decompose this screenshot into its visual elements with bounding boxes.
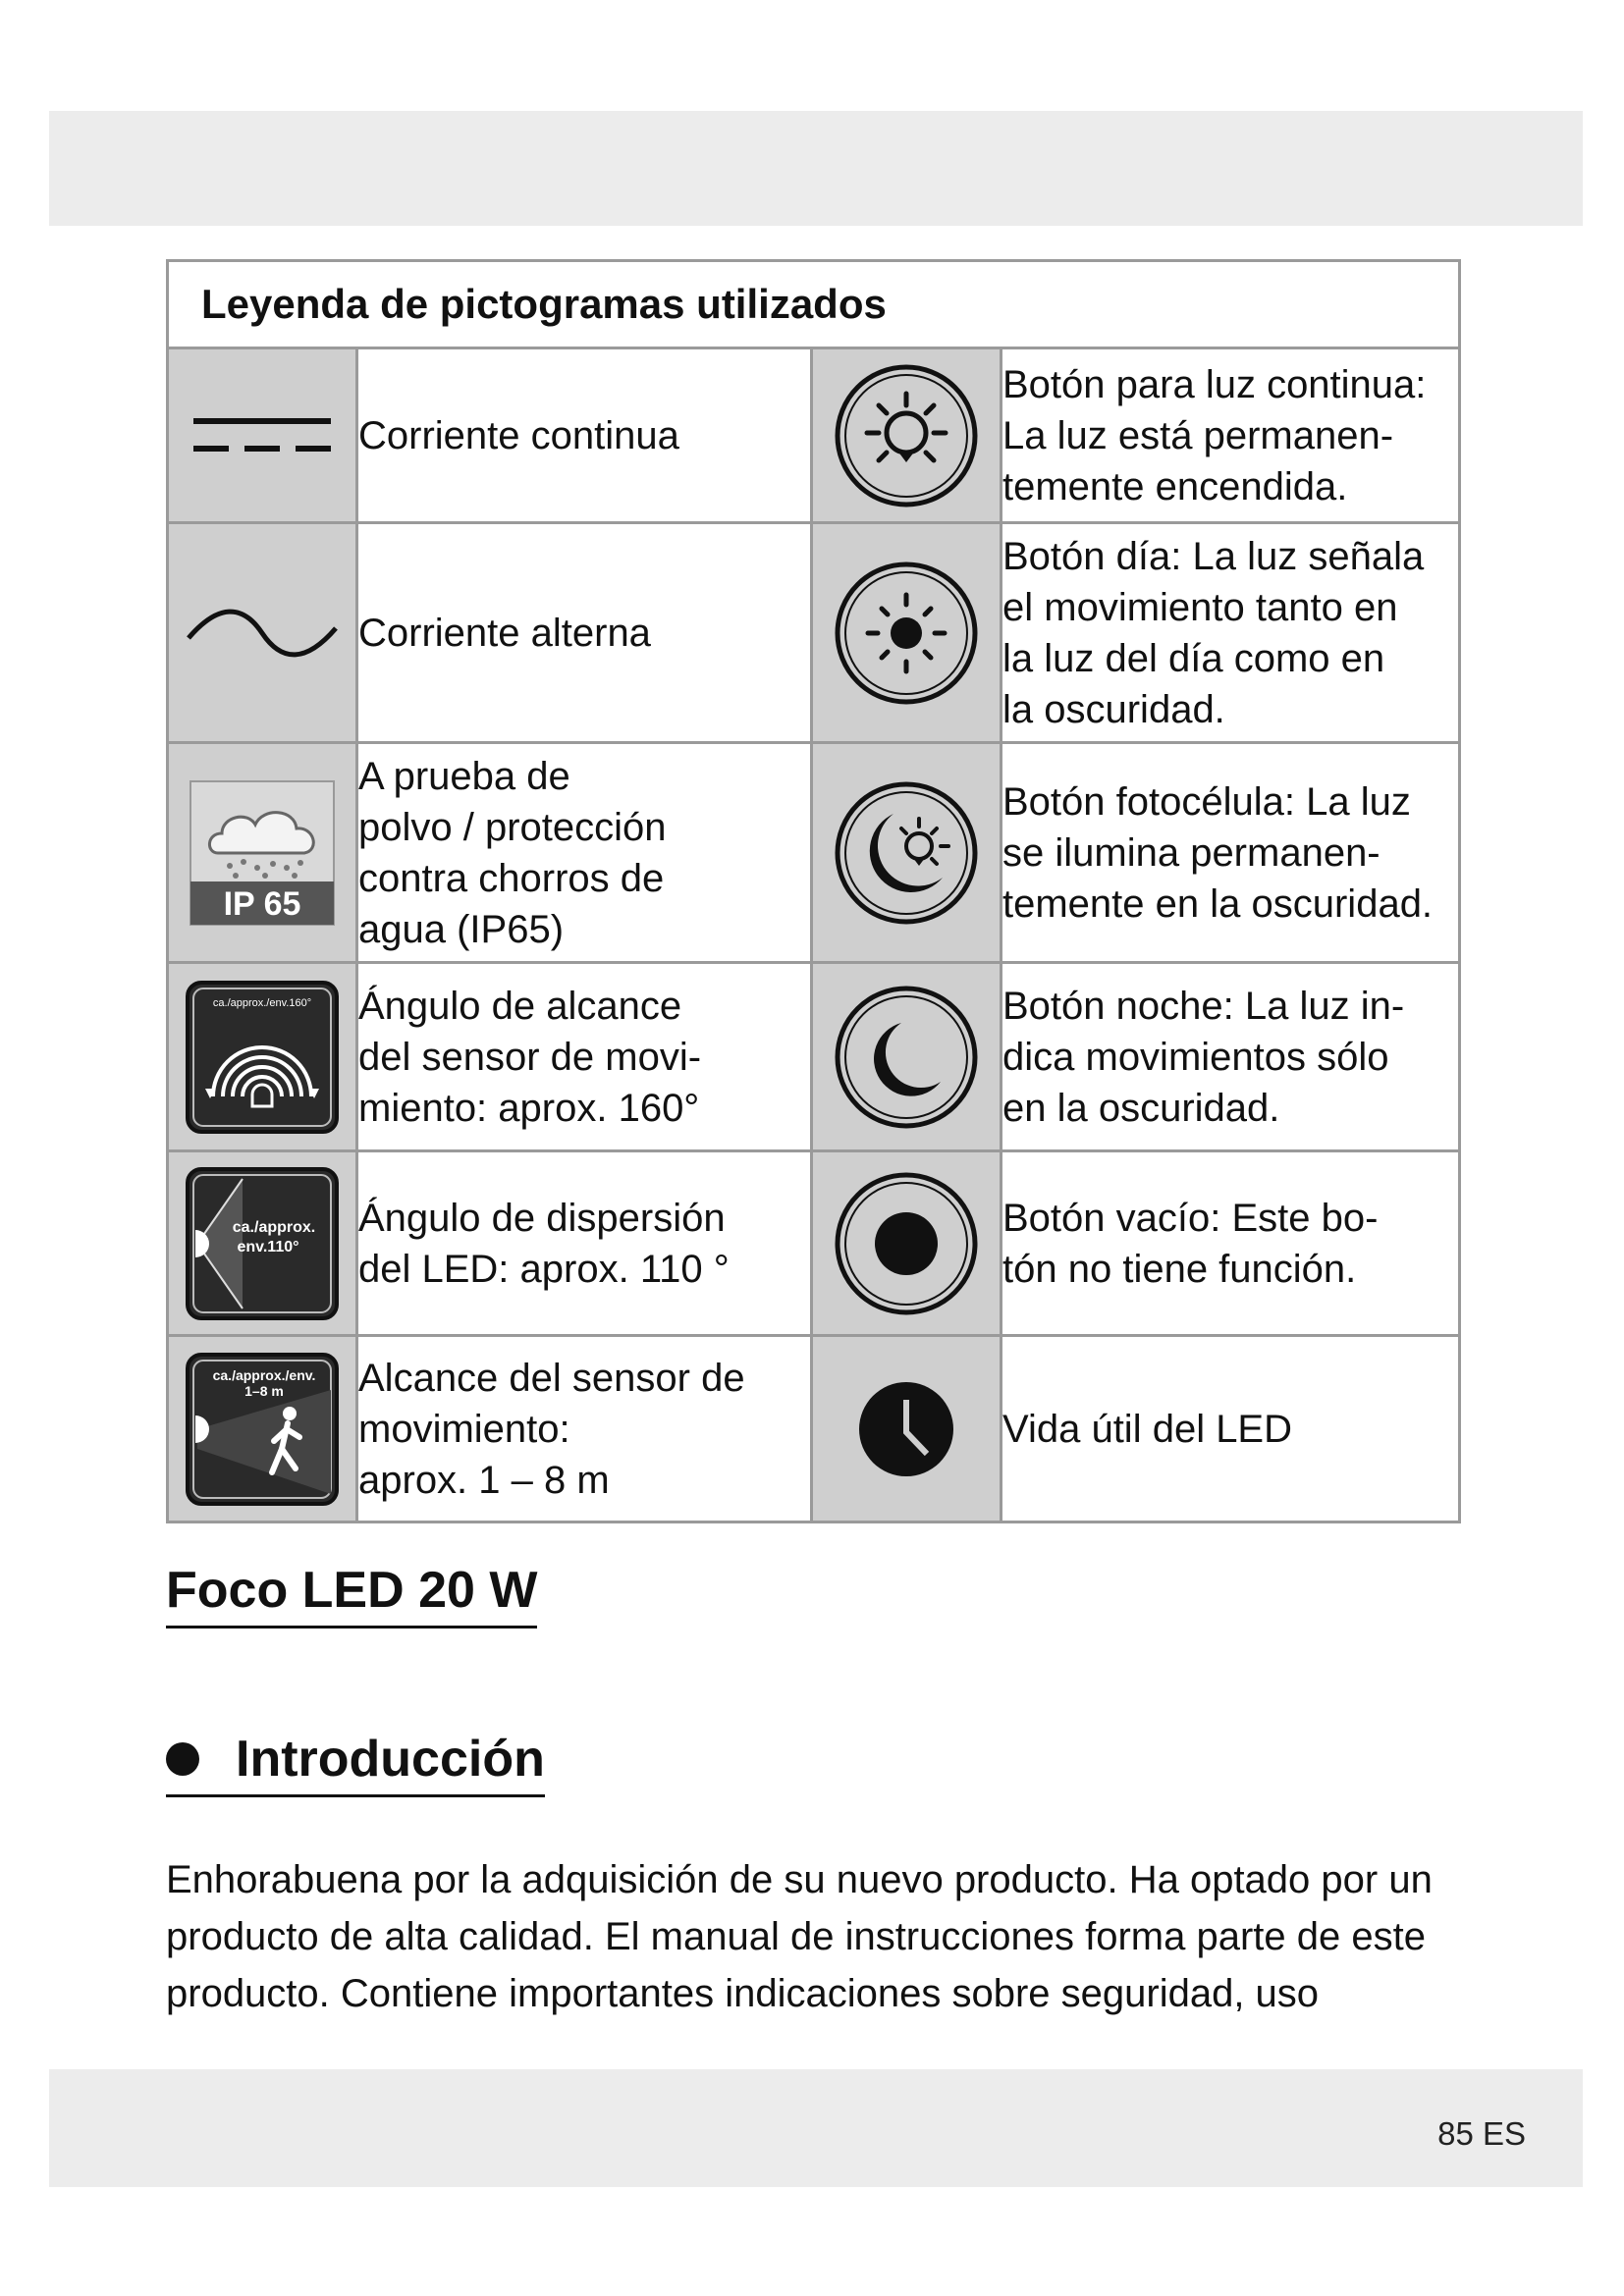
legend-text: Botón para luz continua: La luz está permanen- temente encendida. — [1002, 362, 1427, 508]
legend-text: Alcance del sensor de movimiento: aprox. 1 – 8 m — [358, 1356, 745, 1502]
pictogram-legend-table — [166, 259, 1461, 1523]
alternating-current-icon — [168, 523, 357, 743]
legend-text: Ángulo de alcance del sensor de movi- miento: aprox. 160° — [358, 984, 702, 1130]
legend-text: Botón día: La luz señala el movimiento tanto en la luz del día como en la oscuridad. — [1002, 534, 1425, 731]
product-heading: Foco LED 20 W — [166, 1561, 537, 1629]
legend-text: Vida útil del LED — [1002, 1407, 1292, 1451]
empty-button-icon — [812, 1151, 1001, 1336]
legend-row — [168, 348, 1460, 523]
sensor-range-icon — [168, 1336, 357, 1522]
range-label-1: ca./approx./env. — [212, 1366, 316, 1383]
legend-row — [168, 743, 1460, 963]
day-button-icon — [812, 523, 1001, 743]
legend-text: Botón vacío: Este bo- tón no tiene función. — [1002, 1196, 1379, 1291]
photocell-button-icon — [812, 743, 1001, 963]
intro-heading-wrapper — [166, 1730, 545, 1797]
intro-paragraph: Enhorabuena por la adquisición de su nuevo producto. Ha optado por un producto de alta calidad. El manual de instrucciones forma parte de este producto. Contiene importantes indicaciones sobre seguridad, uso — [166, 1858, 1433, 2015]
continuous-light-button-icon — [812, 348, 1001, 523]
legend-text: Botón noche: La luz in- dica movimientos sólo en la oscuridad. — [1002, 984, 1405, 1130]
sensor-angle-icon — [168, 963, 357, 1151]
footer-band — [49, 2069, 1583, 2187]
page-number: 85 ES — [1437, 2115, 1526, 2152]
range-label-2: 1–8 m — [244, 1382, 284, 1399]
header-band — [49, 111, 1583, 226]
ip65-icon — [168, 743, 357, 963]
legend-row — [168, 1336, 1460, 1522]
night-button-icon — [812, 963, 1001, 1151]
bullet-icon — [166, 1742, 199, 1776]
legend-text: A prueba de polvo / protección contra chorros de agua (IP65) — [358, 754, 667, 951]
intro-heading: Introducción — [236, 1731, 545, 1788]
sensor-angle-label: ca./approx./env.160° — [212, 996, 312, 1009]
dispersion-label-1: ca./approx. — [232, 1218, 316, 1236]
legend-row — [168, 963, 1460, 1151]
legend-text: Corriente alterna — [358, 611, 651, 655]
legend-row — [168, 1151, 1460, 1336]
led-dispersion-icon — [168, 1151, 357, 1336]
ip65-label: IP 65 — [223, 884, 301, 923]
legend-text: Corriente continua — [358, 413, 679, 457]
dispersion-label-2: env.110° — [237, 1238, 299, 1255]
direct-current-icon — [168, 348, 357, 523]
legend-text: Botón fotocélula: La luz se ilumina permanen- temente en la oscuridad. — [1002, 779, 1434, 926]
clock-icon — [812, 1336, 1001, 1522]
legend-row — [168, 523, 1460, 743]
legend-text: Ángulo de dispersión del LED: aprox. 110 ° — [358, 1196, 730, 1291]
legend-title: Leyenda de pictogramas utilizados — [168, 261, 1460, 348]
